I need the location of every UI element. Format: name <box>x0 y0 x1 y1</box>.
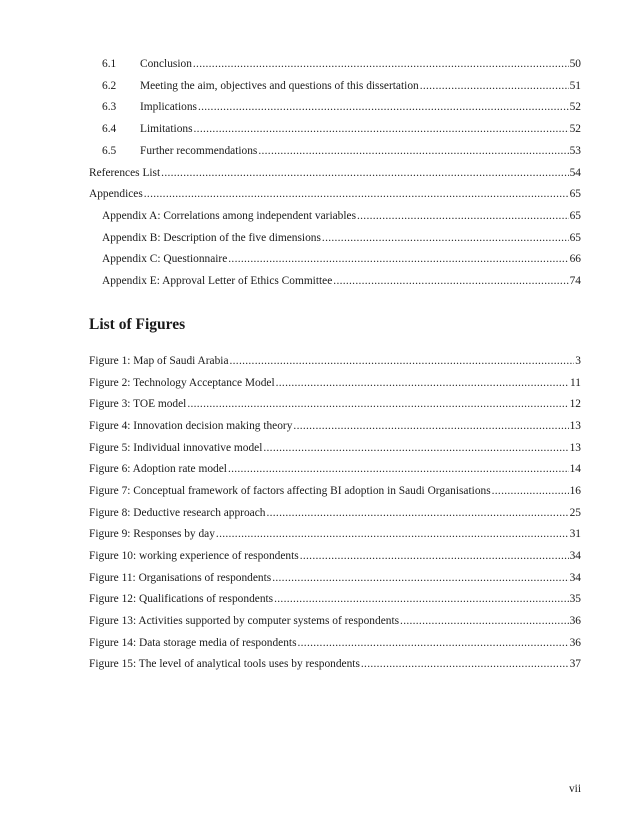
toc-leader-dots <box>161 166 568 180</box>
toc-entry-page: 54 <box>569 167 581 179</box>
toc-entry-title: Further recommendations <box>140 145 258 157</box>
figure-entry-page: 34 <box>569 572 581 584</box>
figure-entry-title: Figure 5: Individual innovative model <box>89 442 263 454</box>
figure-entry-title: Figure 8: Deductive research approach <box>89 507 266 519</box>
toc-entry-title: Implications <box>140 101 197 113</box>
toc-leader-dots <box>293 419 568 433</box>
figure-entry-title: Figure 14: Data storage media of respondents <box>89 637 297 649</box>
toc-leader-dots <box>272 571 568 585</box>
toc-leader-dots <box>298 636 569 650</box>
figure-entry[interactable] <box>89 592 581 606</box>
figure-entry-title: Figure 13: Activities supported by computer systems of respondents <box>89 615 400 627</box>
figure-entry-page: 3 <box>575 355 581 367</box>
figure-entry-title: Figure 2: Technology Acceptance Model <box>89 377 275 389</box>
figure-entry-page: 25 <box>569 507 581 519</box>
figure-entry[interactable] <box>89 484 581 498</box>
toc-leader-dots <box>492 484 569 498</box>
toc-entry-appendix-c[interactable] <box>102 252 581 266</box>
figure-entry-title: Figure 6: Adoption rate model <box>89 463 227 475</box>
toc-entry-number: 6.3 <box>102 101 117 113</box>
figure-entry-page: 37 <box>569 658 581 670</box>
figure-entry-page: 31 <box>569 528 581 540</box>
toc-entry-page: 65 <box>569 188 581 200</box>
figure-entry-title: Figure 12: Qualifications of respondents <box>89 593 274 605</box>
toc-leader-dots <box>420 79 569 93</box>
figure-entry-title: Figure 15: The level of analytical tools uses by respondents <box>89 658 360 670</box>
toc-leader-dots <box>266 506 568 520</box>
toc-entry-title: Appendix C: Questionnaire <box>102 253 228 265</box>
toc-entry-title: Appendix E: Approval Letter of Ethics Committee <box>102 275 333 287</box>
toc-leader-dots <box>228 252 568 266</box>
figure-entry-page: 14 <box>569 463 581 475</box>
toc-leader-dots <box>187 397 568 411</box>
toc-entry-page: 65 <box>569 210 581 222</box>
toc-entry-title: Appendix A: Correlations among independent variables <box>102 210 357 222</box>
figure-entry-title: Figure 4: Innovation decision making theory <box>89 420 293 432</box>
toc-entry-6-3[interactable] <box>102 100 581 114</box>
toc-leader-dots <box>300 549 569 563</box>
figure-entry-page: 11 <box>570 377 581 389</box>
toc-leader-dots <box>216 527 569 541</box>
toc-leader-dots <box>322 231 569 245</box>
toc-leader-dots <box>194 122 569 136</box>
toc-entry-page: 53 <box>569 145 581 157</box>
toc-entry-references[interactable] <box>89 166 581 180</box>
toc-leader-dots <box>228 462 569 476</box>
toc-entry-title: Appendices <box>89 188 143 200</box>
figure-entry-title: Figure 7: Conceptual framework of factors affecting BI adoption in Saudi Organisations <box>89 485 491 497</box>
toc-entry-page: 65 <box>569 232 581 244</box>
toc-leader-dots <box>400 614 569 628</box>
toc-entry-appendix-e[interactable] <box>102 274 581 288</box>
toc-leader-dots <box>333 274 568 288</box>
figure-entry[interactable] <box>89 354 581 368</box>
toc-entry-number: 6.5 <box>102 145 117 157</box>
toc-entry-6-1[interactable] <box>102 57 581 71</box>
figure-entry-title: Figure 9: Responses by day <box>89 528 215 540</box>
page-number: vii <box>568 783 581 795</box>
toc-leader-dots <box>198 100 569 114</box>
figure-entry[interactable] <box>89 397 581 411</box>
toc-entry-6-4[interactable] <box>102 122 581 136</box>
figure-entry-page: 35 <box>569 593 581 605</box>
toc-leader-dots <box>144 187 569 201</box>
toc-entry-page: 52 <box>569 123 581 135</box>
toc-entry-page: 74 <box>569 275 581 287</box>
toc-entry-number: 6.2 <box>102 80 117 92</box>
toc-entry-title: Meeting the aim, objectives and questions of this dissertation <box>140 80 419 92</box>
toc-entry-title: Appendix B: Description of the five dimensions <box>102 232 321 244</box>
list-of-figures-heading: List of Figures <box>89 316 186 333</box>
figure-entry[interactable] <box>89 419 581 433</box>
toc-leader-dots <box>263 441 568 455</box>
toc-entry-page: 50 <box>569 58 581 70</box>
toc-entry-page: 52 <box>569 101 581 113</box>
figure-entry-title: Figure 1: Map of Saudi Arabia <box>89 355 229 367</box>
toc-entry-title: Limitations <box>140 123 193 135</box>
figure-entry-page: 13 <box>569 442 581 454</box>
figure-entry-title: Figure 10: working experience of respondents <box>89 550 299 562</box>
toc-leader-dots <box>230 354 575 368</box>
figure-entry-title: Figure 3: TOE model <box>89 398 187 410</box>
figure-entry[interactable] <box>89 376 581 390</box>
figure-entry-page: 36 <box>569 615 581 627</box>
figure-entry[interactable] <box>89 636 581 650</box>
figure-entry[interactable] <box>89 549 581 563</box>
figure-entry[interactable] <box>89 462 581 476</box>
figure-entry[interactable] <box>89 527 581 541</box>
toc-entry-6-5[interactable] <box>102 144 581 158</box>
figure-entry[interactable] <box>89 506 581 520</box>
figure-entry-page: 12 <box>569 398 581 410</box>
toc-leader-dots <box>361 657 569 671</box>
figure-entry-page: 34 <box>569 550 581 562</box>
figure-entry[interactable] <box>89 441 581 455</box>
toc-entry-appendix-a[interactable] <box>102 209 581 223</box>
toc-leader-dots <box>357 209 569 223</box>
toc-entry-title: Conclusion <box>140 58 192 70</box>
toc-leader-dots <box>274 592 568 606</box>
toc-leader-dots <box>258 144 568 158</box>
toc-entry-page: 66 <box>569 253 581 265</box>
toc-entry-page: 51 <box>569 80 581 92</box>
figure-entry[interactable] <box>89 614 581 628</box>
toc-entry-number: 6.4 <box>102 123 117 135</box>
toc-entry-6-2[interactable] <box>102 79 581 93</box>
figure-entry[interactable] <box>89 657 581 671</box>
figure-entry[interactable] <box>89 571 581 585</box>
toc-entry-appendix-b[interactable] <box>102 231 581 245</box>
toc-leader-dots <box>276 376 569 390</box>
figure-entry-title: Figure 11: Organisations of respondents <box>89 572 272 584</box>
figure-entry-page: 16 <box>569 485 581 497</box>
toc-entry-title: References List <box>89 167 161 179</box>
figure-entry-page: 13 <box>569 420 581 432</box>
toc-leader-dots <box>193 57 569 71</box>
toc-entry-appendices[interactable] <box>89 187 581 201</box>
toc-entry-number: 6.1 <box>102 58 117 70</box>
figure-entry-page: 36 <box>569 637 581 649</box>
